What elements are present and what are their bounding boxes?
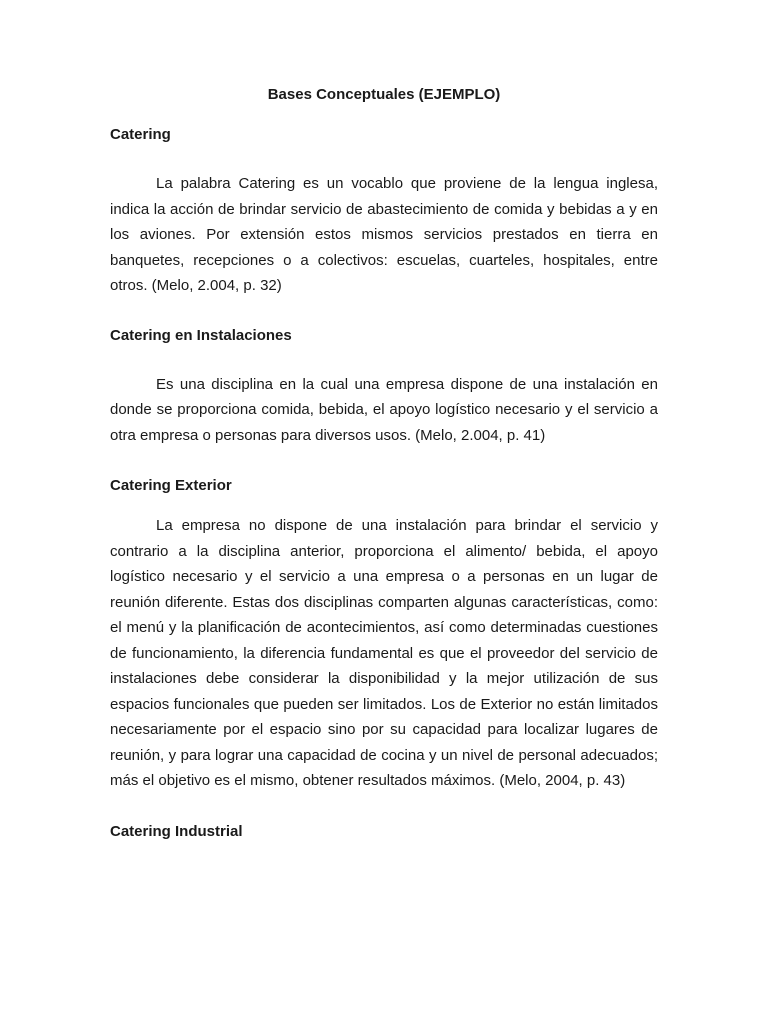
paragraph-catering-instalaciones: Es una disciplina en la cual una empresa dispone de una instalación en donde se proporciona comida, bebida, el apoyo logístico necesario y el servicio a otra empresa o personas para diversos usos. (Melo, 2.004, p. 41) <box>110 375 658 444</box>
paragraph-catering: La palabra Catering es un vocablo que proviene de la lengua inglesa, indica la acción de brindar servicio de abastecimiento de comida y bebidas a y en los aviones. Por extensión estos mismos servicios prestados en tierra en banquetes, recepciones o a colectivos: escuelas, cuarteles, hospitales, entre otros. (Melo, 2.004, p. 32) <box>110 175 658 294</box>
section-heading-catering-instalaciones: Catering en Instalaciones <box>110 326 292 344</box>
section-heading-catering: Catering <box>110 126 171 143</box>
document-page <box>110 82 658 845</box>
document-title: Bases Conceptuales (EJEMPLO) <box>267 86 501 103</box>
section-heading-catering-exterior: Catering Exterior <box>110 477 232 494</box>
section-heading-catering-industrial: Catering Industrial <box>110 822 243 840</box>
paragraph-catering-exterior: La empresa no dispone de una instalación para brindar el servicio y contrario a la disciplina anterior, proporciona el alimento/ bebida, el apoyo logístico necesario y el servicio a una empresa o a personas en un lugar de reunión diferente. Estas dos disciplinas comparten algunas características, como: el menú y la planificación de acontecimientos, así como determinadas cuestiones de funcionamiento, la diferencia fundamental es que el proveedor del servicio de instalaciones debe considerar la disponibilidad y la mejor utilización de sus espacios funcionales que pueden ser limitados. Los de Exterior no están limitados necesariamente por el espacio sino por su capacidad para localizar lugares de reunión, y para lograr una capacidad de cocina y un nivel de personal adecuados; más el objetivo es el mismo, obtener resultados máximos. (Melo, 2004, p. 43) <box>110 517 658 789</box>
